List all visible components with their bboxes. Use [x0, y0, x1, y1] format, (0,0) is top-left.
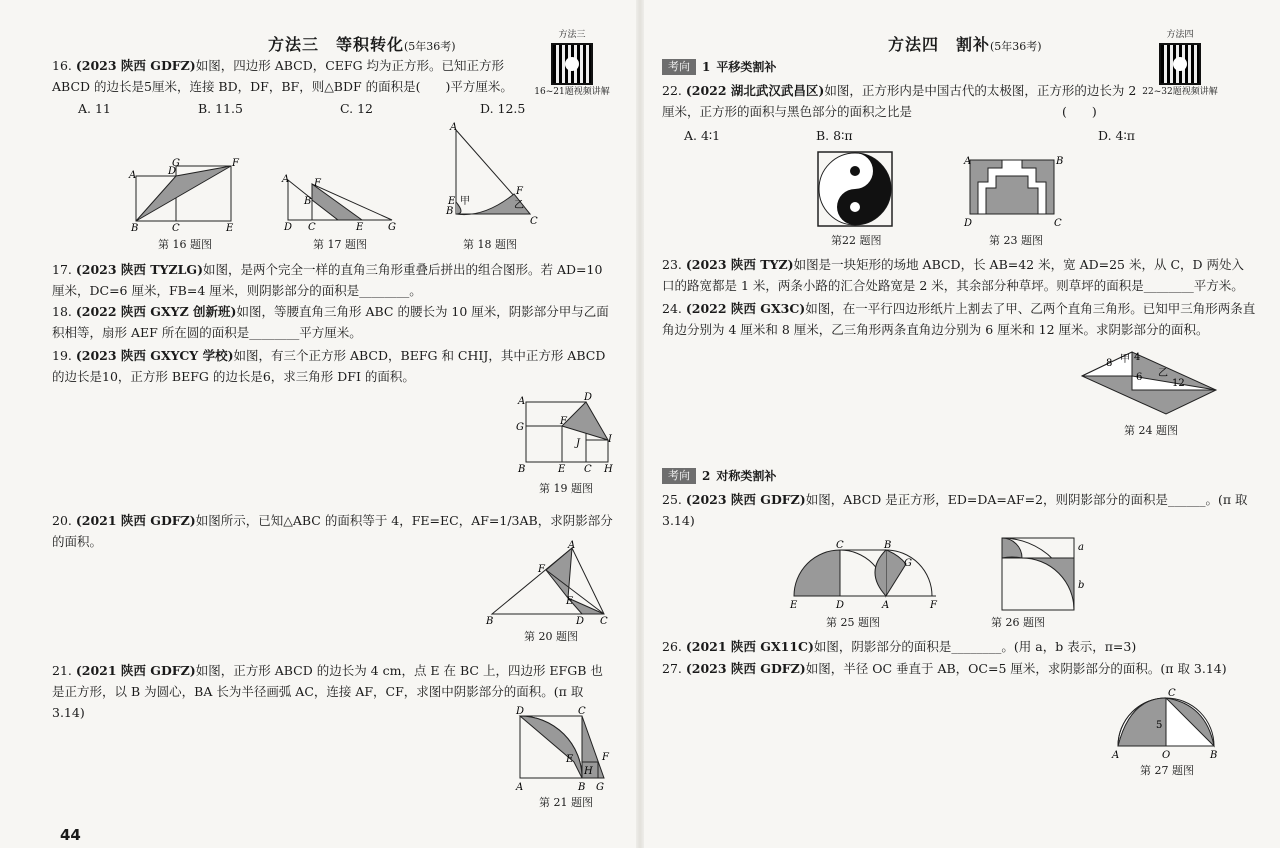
svg-text:B: B: [446, 206, 454, 217]
svg-text:C: C: [1168, 688, 1176, 699]
figure-26: [1000, 536, 1090, 612]
question-23: 23. (2023 陕西 TYZ)如图是一块矩形的场地 ABCD，长 AB=42 米，宽 AD=25 米，从 C，D 两处入口的路宽都是 1 米，两条小路的汇合处路宽是 2 米，其余部分种草坪。则草坪的面积是________平方米。: [662, 257, 1245, 293]
svg-text:6: 6: [1136, 372, 1143, 383]
svg-text:C: C: [836, 540, 844, 551]
section-title-method-three: 方法三 等积转化(5年36考): [268, 35, 456, 54]
q22-option-d[interactable]: D. 4∶π: [1098, 128, 1135, 143]
svg-text:F: F: [232, 158, 239, 169]
question-17: 17. (2023 陕西 TYZLG)如图，是两个完全一样的直角三角形重叠后拼出的组合图形。若 AD=10 厘米，DC=6 厘米，FB=4 厘米，则阴影部分的面积是________。: [52, 262, 603, 298]
question-21: 21. (2021 陕西 GDFZ)如图，正方形 ABCD 的边长为 4 cm，点 E 在 BC 上，四边形 EFGB 也是正方形，以 B 为圆心，BA 长为半径画弧 AC，连接 AF，CF，求图中阴影部分的面积。(π 取 3.14): [52, 663, 603, 720]
svg-text:I: I: [608, 434, 612, 445]
svg-text:B: B: [518, 464, 526, 475]
svg-text:E: E: [356, 222, 364, 233]
svg-text:G: G: [596, 782, 604, 793]
svg-text:D: D: [584, 392, 593, 403]
svg-text:E: E: [448, 196, 456, 207]
svg-text:G: G: [388, 222, 396, 233]
question-24: 24. (2022 陕西 GX3C)如图，在一平行四边形纸片上割去了甲、乙两个直角三角形。已知甲三角形两条直角边分别为 4 厘米和 8 厘米，乙三角形两条直角边分别为 6 厘米和 12 厘米。求阴影部分的面积。: [662, 301, 1256, 337]
question-20: 20. (2021 陕西 GDFZ)如图所示，已知△ABC 的面积等于 4，FE=EC，AF=1/3AB，求阴影部分的面积。: [52, 513, 613, 549]
question-22: 22. (2022 湖北武汉武昌区)如图，正方形内是中国古代的太极图，正方形的边长为 2 厘米，正方形的面积与黑色部分的面积之比是 ( ): [662, 83, 1137, 119]
svg-text:A: A: [1112, 750, 1120, 761]
svg-text:F: F: [516, 186, 523, 197]
svg-text:E: E: [566, 754, 574, 765]
caption-figure-16: 第 16 题图: [158, 238, 212, 251]
svg-text:8: 8: [1106, 358, 1113, 369]
svg-text:B: B: [304, 196, 312, 207]
svg-text:5: 5: [1156, 720, 1163, 731]
qr-icon: [551, 43, 593, 85]
svg-text:b: b: [1078, 580, 1085, 591]
figure-22-taiji: [816, 150, 894, 228]
qr-code-method-three[interactable]: 方法三 16~21题视频讲解: [534, 30, 610, 97]
right-page: [640, 0, 1280, 848]
svg-text:甲: 甲: [460, 196, 470, 207]
svg-text:D: D: [576, 616, 585, 627]
caption-figure-25: 第 25 题图: [826, 616, 880, 629]
svg-text:O: O: [1162, 750, 1171, 761]
caption-figure-20: 第 20 题图: [524, 630, 578, 643]
svg-text:A: A: [282, 174, 290, 185]
svg-text:F: F: [560, 416, 567, 427]
question-18: 18. (2022 陕西 GXYZ 创新班)如图，等腰直角三角形 ABC 的腰长为 10 厘米，阴影部分甲与乙面积相等，扇形 AEF 所在圆的面积是________平方厘米。: [52, 304, 609, 340]
topic-tag-1: 考向 1 平移类割补: [662, 58, 776, 75]
question-26: 26. (2021 陕西 GX11C)如图，阴影部分的面积是________。(用 a，b 表示，π=3): [662, 639, 1137, 654]
svg-text:C: C: [1054, 218, 1062, 229]
caption-figure-26: 第 26 题图: [991, 616, 1045, 629]
q16-option-c[interactable]: C. 12: [340, 101, 373, 116]
qr-icon: [1159, 43, 1201, 85]
svg-text:D: D: [284, 222, 293, 233]
figure-21: [512, 706, 616, 792]
svg-text:H: H: [604, 464, 613, 475]
svg-text:G: G: [172, 158, 180, 169]
svg-text:D: D: [516, 706, 525, 717]
svg-text:乙: 乙: [1158, 368, 1168, 379]
figure-17: [280, 172, 400, 232]
svg-text:A: A: [516, 782, 524, 793]
svg-text:A: A: [568, 540, 576, 551]
svg-text:C: C: [578, 706, 586, 717]
figure-20: [484, 540, 614, 626]
svg-text:B: B: [486, 616, 494, 627]
question-25: 25. (2023 陕西 GDFZ)如图，ABCD 是正方形，ED=DA=AF=2，则阴影部分的面积是______。(π 取 3.14): [662, 492, 1248, 528]
caption-figure-17: 第 17 题图: [313, 238, 367, 251]
svg-text:a: a: [1078, 542, 1084, 553]
q22-option-b[interactable]: B. 8∶π: [816, 128, 853, 143]
svg-text:D: D: [836, 600, 845, 611]
question-27: 27. (2023 陕西 GDFZ)如图，半径 OC 垂直于 AB，OC=5 厘米，求阴影部分的面积。(π 取 3.14): [662, 661, 1227, 676]
svg-text:C: C: [600, 616, 608, 627]
figure-25: [790, 538, 940, 612]
svg-text:A: A: [129, 170, 137, 181]
svg-text:C: C: [530, 216, 538, 227]
svg-text:B: B: [1210, 750, 1218, 761]
svg-text:F: F: [538, 564, 545, 575]
svg-text:A: A: [450, 122, 458, 133]
svg-text:E: E: [558, 464, 566, 475]
figure-19: [514, 392, 614, 478]
svg-text:4: 4: [1134, 352, 1141, 363]
svg-text:A: A: [964, 156, 972, 167]
figure-18: [444, 122, 539, 232]
svg-text:J: J: [576, 438, 581, 449]
caption-figure-21: 第 21 题图: [539, 796, 593, 809]
qr-code-method-four[interactable]: 方法四 22~32题视频讲解: [1142, 30, 1218, 97]
q22-option-a[interactable]: A. 4∶1: [684, 128, 721, 143]
svg-text:12: 12: [1172, 378, 1185, 389]
question-19: 19. (2023 陕西 GXYCY 学校)如图，有三个正方形 ABCD，BEFG 和 CHIJ，其中正方形 ABCD 的边长是10，正方形 BEFG 的边长是6，求三角形 DFI 的面积。: [52, 348, 606, 384]
topic-tag-2: 考向 2 对称类割补: [662, 467, 776, 484]
svg-text:G: G: [904, 558, 912, 569]
q16-option-a[interactable]: A. 11: [78, 101, 111, 116]
q16-option-b[interactable]: B. 11.5: [198, 101, 243, 116]
svg-text:C: C: [308, 222, 316, 233]
svg-text:A: A: [882, 600, 890, 611]
svg-text:E: E: [226, 223, 234, 234]
question-16: 16. (2023 陕西 GDFZ)如图，四边形 ABCD，CEFG 均为正方形。已知正方形 ABCD 的边长是5厘米，连接 BD，DF，BF，则△BDF 的面积是( )平方厘米。: [52, 58, 513, 94]
svg-text:G: G: [516, 422, 524, 433]
figure-24: [1076, 346, 1226, 418]
svg-text:C: C: [172, 223, 180, 234]
section-title-method-four: 方法四 割补(5年36考): [888, 35, 1042, 54]
svg-text:A: A: [518, 396, 526, 407]
caption-figure-19: 第 19 题图: [539, 482, 593, 495]
caption-figure-27: 第 27 题图: [1140, 764, 1194, 777]
caption-figure-24: 第 24 题图: [1124, 424, 1178, 437]
svg-text:B: B: [884, 540, 892, 551]
svg-text:甲: 甲: [1120, 354, 1130, 365]
q16-option-d[interactable]: D. 12.5: [480, 101, 526, 116]
page-number: 44: [60, 826, 81, 844]
caption-figure-22: 第22 题图: [831, 234, 882, 247]
svg-text:E: E: [566, 596, 574, 607]
svg-text:F: F: [314, 178, 321, 189]
svg-text:C: C: [584, 464, 592, 475]
svg-text:F: F: [930, 600, 937, 611]
caption-figure-18: 第 18 题图: [463, 238, 517, 251]
svg-text:B: B: [578, 782, 586, 793]
svg-text:B: B: [1056, 156, 1064, 167]
svg-text:H: H: [584, 766, 593, 777]
svg-text:B: B: [131, 223, 139, 234]
figure-23: [962, 156, 1066, 232]
svg-text:D: D: [168, 166, 177, 177]
caption-figure-23: 第 23 题图: [989, 234, 1043, 247]
svg-text:F: F: [602, 752, 609, 763]
svg-text:乙: 乙: [514, 200, 524, 211]
figure-27: [1110, 680, 1220, 760]
svg-text:D: D: [964, 218, 973, 229]
figure-16: [128, 158, 238, 233]
svg-text:E: E: [790, 600, 798, 611]
